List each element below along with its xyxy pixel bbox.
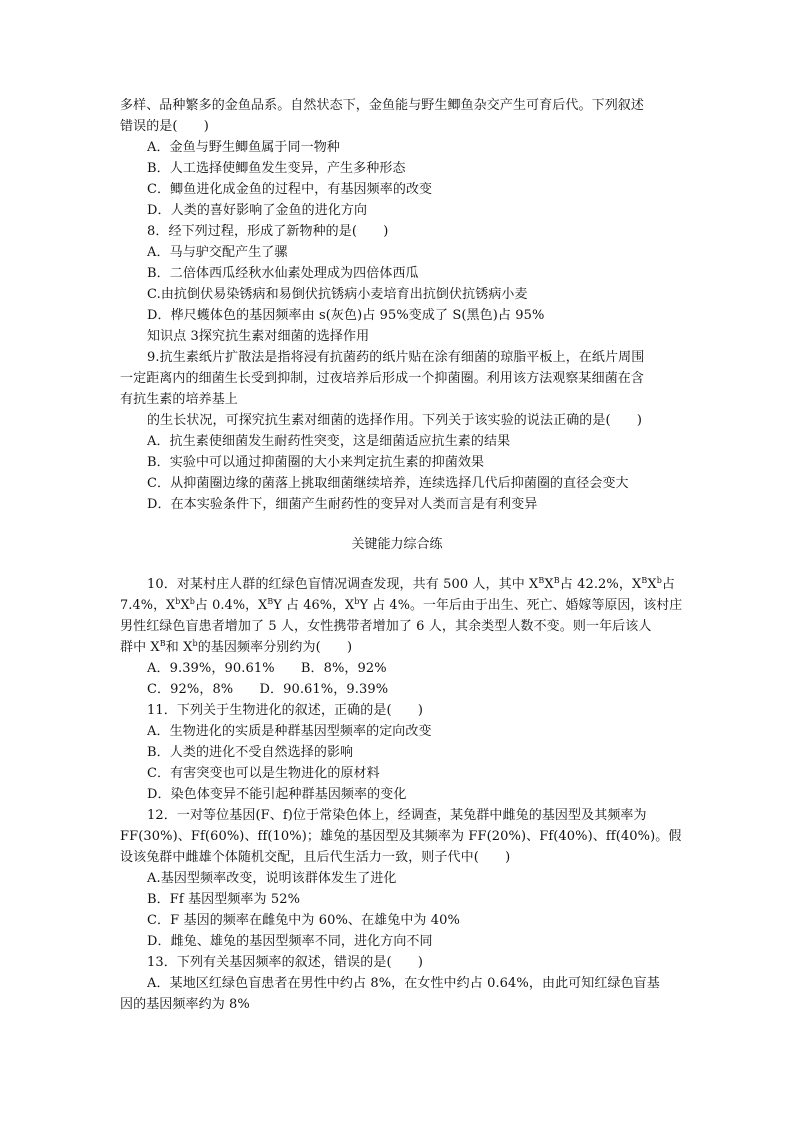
q9-option-c: C．从抑菌圈边缘的菌落上挑取细菌继续培养，连续选择几代后抑菌圈的直径会变大	[147, 476, 629, 491]
q10-stem-line3: 男性红绿色盲患者增加了 5 人，女性携带者增加了 6 人，其余类型人数不变。则一年后该人	[120, 619, 652, 634]
q13-option-a-line1: A．某地区红绿色盲患者在男性中约占 8%，在女性中约占 0.64%，由此可知红绿色盲基	[147, 976, 660, 991]
section-title: 关键能力综合练	[351, 537, 443, 552]
q8-stem: 8．经下列过程，形成了新物种的是( )	[147, 224, 389, 239]
q9-stem-line4: 的生长状况，可探究抗生素对细菌的选择作用。下列关于该实验的说法正确的是( )	[147, 413, 643, 428]
q7-stem-line1: 多样、品种繁多的金鱼品系。自然状态下，金鱼能与野生鲫鱼杂交产生可育后代。下列叙述	[120, 98, 645, 113]
q10-options-cd: C．92%，8% D．90.61%，9.39%	[147, 682, 389, 697]
q7-stem-line2: 错误的是( )	[120, 119, 209, 134]
q9-option-a: A．抗生素使细菌发生耐药性突变，这是细菌适应抗生素的结果	[147, 434, 511, 449]
q13-stem: 13．下列有关基因频率的叙述，错误的是( )	[147, 955, 423, 970]
q13-option-a-line2: 因的基因频率约为 8%	[120, 997, 250, 1012]
q9-option-b: B．实验中可以通过抑菌圈的大小来判定抗生素的抑菌效果	[147, 455, 485, 470]
q7-option-a: A．金鱼与野生鲫鱼属于同一物种	[147, 140, 340, 155]
q9-option-d: D．在本实验条件下，细菌产生耐药性的变异对人类而言是有利变异	[147, 497, 538, 512]
q11-option-a: A．生物进化的实质是种群基因型频率的定向改变	[147, 724, 432, 739]
q9-stem-line1: 9.抗生素纸片扩散法是指将浸有抗菌药的纸片贴在涂有细菌的琼脂平板上，在纸片周围	[147, 350, 645, 365]
q8-option-d: D．桦尺蠖体色的基因频率由 s(灰色)占 95%变成了 S(黑色)占 95%	[147, 308, 545, 323]
knowledge-point-3: 知识点 3探究抗生素对细菌的选择作用	[147, 329, 370, 344]
q10-stem-line4: 群中 $X^B$和 $X^b$的基因频率分别约为( )	[120, 639, 353, 655]
q10-stem-line2: 7.4%，$X^bX^b$占 0.4%，$X^BY$ 占 46%，$X^bY$ 占 4%。一年后由于出生、死亡、婚嫁等原因，该村庄	[120, 597, 683, 613]
q12-option-a: A.基因型频率改变，说明该群体发生了进化	[147, 871, 397, 886]
q7-option-b: B．人工选择使鲫鱼发生变异，产生多种形态	[147, 161, 406, 176]
q11-option-c: C．有害突变也可以是生物进化的原材料	[147, 766, 380, 781]
q11-stem: 11．下列关于生物进化的叙述，正确的是( )	[147, 703, 423, 718]
q9-stem-line3: 有抗生素的培养基上	[120, 392, 238, 407]
q12-stem-line2: FF(30%)、Ff(60%)、ff(10%)；雄兔的基因型及其频率为 FF(20%)、Ff(40%)、ff(40%)。假	[120, 829, 682, 844]
q12-option-d: D．雌兔、雄兔的基因型频率不同，进化方向不同	[147, 934, 433, 949]
q10-stem-line1: 10．对某村庄人群的红绿色盲情况调查发现，共有 500 人，其中 $X^BX^B$占 42.2%，$X^BX^b$占	[147, 576, 676, 592]
q7-option-c: C．鲫鱼进化成金鱼的过程中，有基因频率的改变	[147, 182, 433, 197]
q8-option-c: C.由抗倒伏易染锈病和易倒伏抗锈病小麦培育出抗倒伏抗锈病小麦	[147, 287, 528, 302]
q12-stem-line1: 12．一对等位基因(F、f)位于常染色体上，经调查，某兔群中雌兔的基因型及其频率为	[147, 808, 647, 823]
q8-option-a: A．马与驴交配产生了骡	[147, 245, 288, 260]
q10-options-ab: A．9.39%，90.61% B．8%，92%	[147, 661, 387, 676]
q9-stem-line2: 一定距离内的细菌生长受到抑制，过夜培养后形成一个抑菌圈。利用该方法观察某细菌在含	[120, 371, 645, 386]
q7-option-d: D．人类的喜好影响了金鱼的进化方向	[147, 203, 368, 218]
q8-option-b: B．二倍体西瓜经秋水仙素处理成为四倍体西瓜	[147, 266, 419, 281]
q12-option-c: C．F 基因的频率在雌兔中为 60%、在雄兔中为 40%	[147, 913, 460, 928]
q12-option-b: B．Ff 基因型频率为 52%	[147, 892, 301, 907]
q11-option-d: D．染色体变异不能引起种群基因频率的变化	[147, 787, 407, 802]
q11-option-b: B．人类的进化不受自然选择的影响	[147, 745, 354, 760]
q12-stem-line3: 设该兔群中雌雄个体随机交配，且后代生活力一致，则子代中( )	[120, 850, 511, 865]
